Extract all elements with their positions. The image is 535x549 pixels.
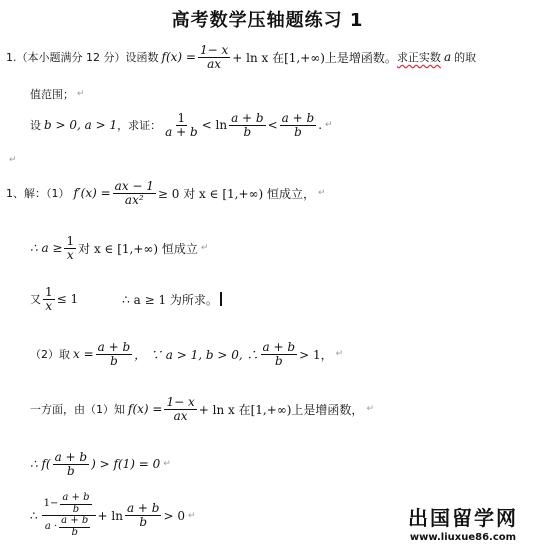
solution-number: 1、 bbox=[6, 187, 24, 201]
return-mark: ↵ bbox=[335, 349, 344, 360]
fraction-numerator: 1 bbox=[177, 111, 186, 125]
return-mark: ↵ bbox=[200, 243, 209, 254]
a-geq: ∴ a ≥ bbox=[30, 241, 63, 256]
therefore-f: ∴ f( bbox=[30, 457, 51, 472]
fraction-denominator: b bbox=[67, 463, 75, 478]
on-one-hand-text: 一方面，由（1）知 bbox=[30, 403, 125, 417]
fraction-a-plus-b-over-b-2 bbox=[280, 112, 317, 138]
fraction-numerator: a + b bbox=[231, 111, 264, 125]
since-text: ， ∵ a > 1, b > 0, ∴ bbox=[134, 347, 259, 362]
fraction-1-x-over-ax-2 bbox=[164, 396, 196, 422]
fraction-denominator: b bbox=[243, 124, 252, 139]
function-name-2: f(x) = bbox=[128, 402, 163, 417]
fraction-numerator: a + b bbox=[54, 450, 88, 464]
watermark-title: 出国留学网 bbox=[408, 506, 518, 530]
variable-a: a bbox=[443, 50, 452, 65]
increasing-text: + ln x 在[1,+∞)上是增函数， bbox=[198, 402, 364, 417]
less-than: < bbox=[267, 118, 278, 133]
less-than-ln: < ln bbox=[201, 118, 228, 133]
fraction-denominator: b bbox=[294, 124, 302, 139]
fraction-numerator: a + b bbox=[62, 492, 90, 503]
fraction-numerator: 1− x bbox=[199, 43, 229, 57]
fraction-numerator: ax − 1 bbox=[114, 179, 154, 193]
inner-fraction-top bbox=[60, 493, 91, 515]
derivative-condition: ≥ 0 对 x ∈ [1,+∞) 恒成立， bbox=[157, 186, 316, 201]
fraction-a-plus-b-over-b-4 bbox=[53, 451, 90, 477]
greater-f-one: ) > f(1) = 0 bbox=[91, 457, 161, 472]
return-mark: ↵ bbox=[366, 404, 374, 415]
return-mark: ↵ bbox=[187, 510, 196, 521]
fraction-one-over-x-2 bbox=[43, 286, 55, 312]
fraction-denominator: ax² bbox=[124, 192, 144, 207]
greater-zero: > 0 bbox=[163, 508, 185, 523]
fraction-denominator: b bbox=[110, 353, 118, 368]
fraction-denominator: x bbox=[45, 298, 53, 313]
watermark-logo bbox=[399, 502, 527, 543]
solution-line-7 bbox=[30, 493, 196, 538]
fraction-denominator: b bbox=[72, 503, 80, 515]
fraction-denominator: a + b bbox=[165, 124, 198, 139]
derivative-fraction bbox=[113, 180, 156, 206]
return-mark: ↵ bbox=[318, 188, 326, 199]
fraction-a-plus-b-over-b-3 bbox=[261, 341, 298, 367]
derivative-name: f′(x) = bbox=[73, 186, 111, 201]
solution-line-6 bbox=[30, 451, 171, 477]
solution-line-3 bbox=[30, 286, 222, 312]
function-name: f(x) = bbox=[161, 50, 196, 65]
fraction-one-over-a-plus-b bbox=[163, 112, 200, 138]
fraction-one-over-x bbox=[64, 235, 76, 261]
inner-fraction-bottom bbox=[59, 516, 90, 538]
fraction-denominator: ax bbox=[207, 56, 222, 71]
problem-line-1 bbox=[6, 44, 476, 70]
compound-numerator bbox=[42, 493, 96, 516]
period: . bbox=[318, 118, 323, 133]
fraction-numerator: a + b bbox=[126, 501, 160, 516]
answer-text: ∴ a ≥ 1 为所求。 bbox=[122, 292, 218, 307]
solution-line-2 bbox=[30, 235, 208, 261]
return-mark: ↵ bbox=[77, 89, 85, 99]
fraction-numerator: a + b bbox=[97, 340, 131, 354]
condition-text: + ln x 在[1,+∞)上是增函数。 bbox=[232, 50, 397, 65]
problem-line-3 bbox=[30, 112, 333, 138]
fraction-x-value bbox=[96, 341, 133, 367]
leq-one: ≤ 1 bbox=[56, 292, 79, 307]
greater-one: > 1， bbox=[299, 347, 333, 362]
watermark-url: www.liuxue86.com bbox=[409, 532, 517, 543]
fraction-numerator: a + b bbox=[61, 515, 89, 526]
return-mark: ↵ bbox=[325, 120, 333, 131]
compound-fraction bbox=[42, 493, 96, 538]
fraction-numerator: a + b bbox=[262, 340, 296, 354]
let-text: 设 bbox=[30, 119, 41, 133]
page-title: 高考数学压轴题练习 1 bbox=[171, 10, 364, 31]
fraction-a-plus-b-over-b bbox=[229, 112, 266, 138]
prove-text: ，求证： bbox=[117, 119, 162, 133]
return-mark: ↵ bbox=[9, 155, 17, 165]
fraction-denominator: b bbox=[139, 515, 148, 529]
fraction-numerator: 1− x bbox=[166, 395, 195, 409]
solution-intro: 解：（1） bbox=[24, 187, 70, 201]
fraction-denominator: ax bbox=[173, 408, 188, 423]
text-cursor bbox=[220, 292, 222, 306]
fraction-numerator: a + b bbox=[281, 111, 315, 125]
fraction-1-x-over-ax bbox=[198, 44, 230, 70]
a-times: a · bbox=[44, 520, 58, 532]
problem-tail: 的取 bbox=[454, 51, 477, 65]
blank-line bbox=[6, 155, 17, 165]
problem-line-2 bbox=[30, 86, 85, 102]
compound-denominator bbox=[43, 516, 94, 538]
range-text: 值范围； bbox=[30, 88, 74, 101]
solution-line-5 bbox=[30, 396, 374, 422]
fraction-denominator: x bbox=[66, 247, 74, 262]
fraction-numerator: 1 bbox=[66, 234, 75, 248]
problem-intro: （本小题满分 12 分）设函数 bbox=[16, 51, 159, 65]
also-text: 又 bbox=[30, 293, 41, 307]
solution-line-4 bbox=[30, 341, 343, 367]
return-mark: ↵ bbox=[163, 459, 171, 470]
problem-number: 1. bbox=[6, 50, 17, 64]
x-equals: x = bbox=[73, 347, 94, 362]
one-minus: 1− bbox=[43, 497, 59, 509]
holds-text: 对 x ∈ [1,+∞) 恒成立 bbox=[78, 241, 198, 256]
fraction-denominator: b bbox=[71, 526, 78, 538]
solution-line-1 bbox=[6, 180, 326, 206]
fraction-denominator: b bbox=[274, 353, 283, 368]
fraction-numerator: 1 bbox=[45, 285, 53, 299]
fraction-a-plus-b-over-b-5 bbox=[125, 502, 162, 528]
condition-b-a: b > 0, a > 1 bbox=[44, 118, 118, 133]
therefore-symbol: ∴ bbox=[30, 508, 38, 523]
part2-text: （2）取 bbox=[30, 348, 70, 362]
requirement-text: 求正实数 bbox=[396, 51, 441, 65]
plus-ln: + ln bbox=[97, 508, 123, 523]
